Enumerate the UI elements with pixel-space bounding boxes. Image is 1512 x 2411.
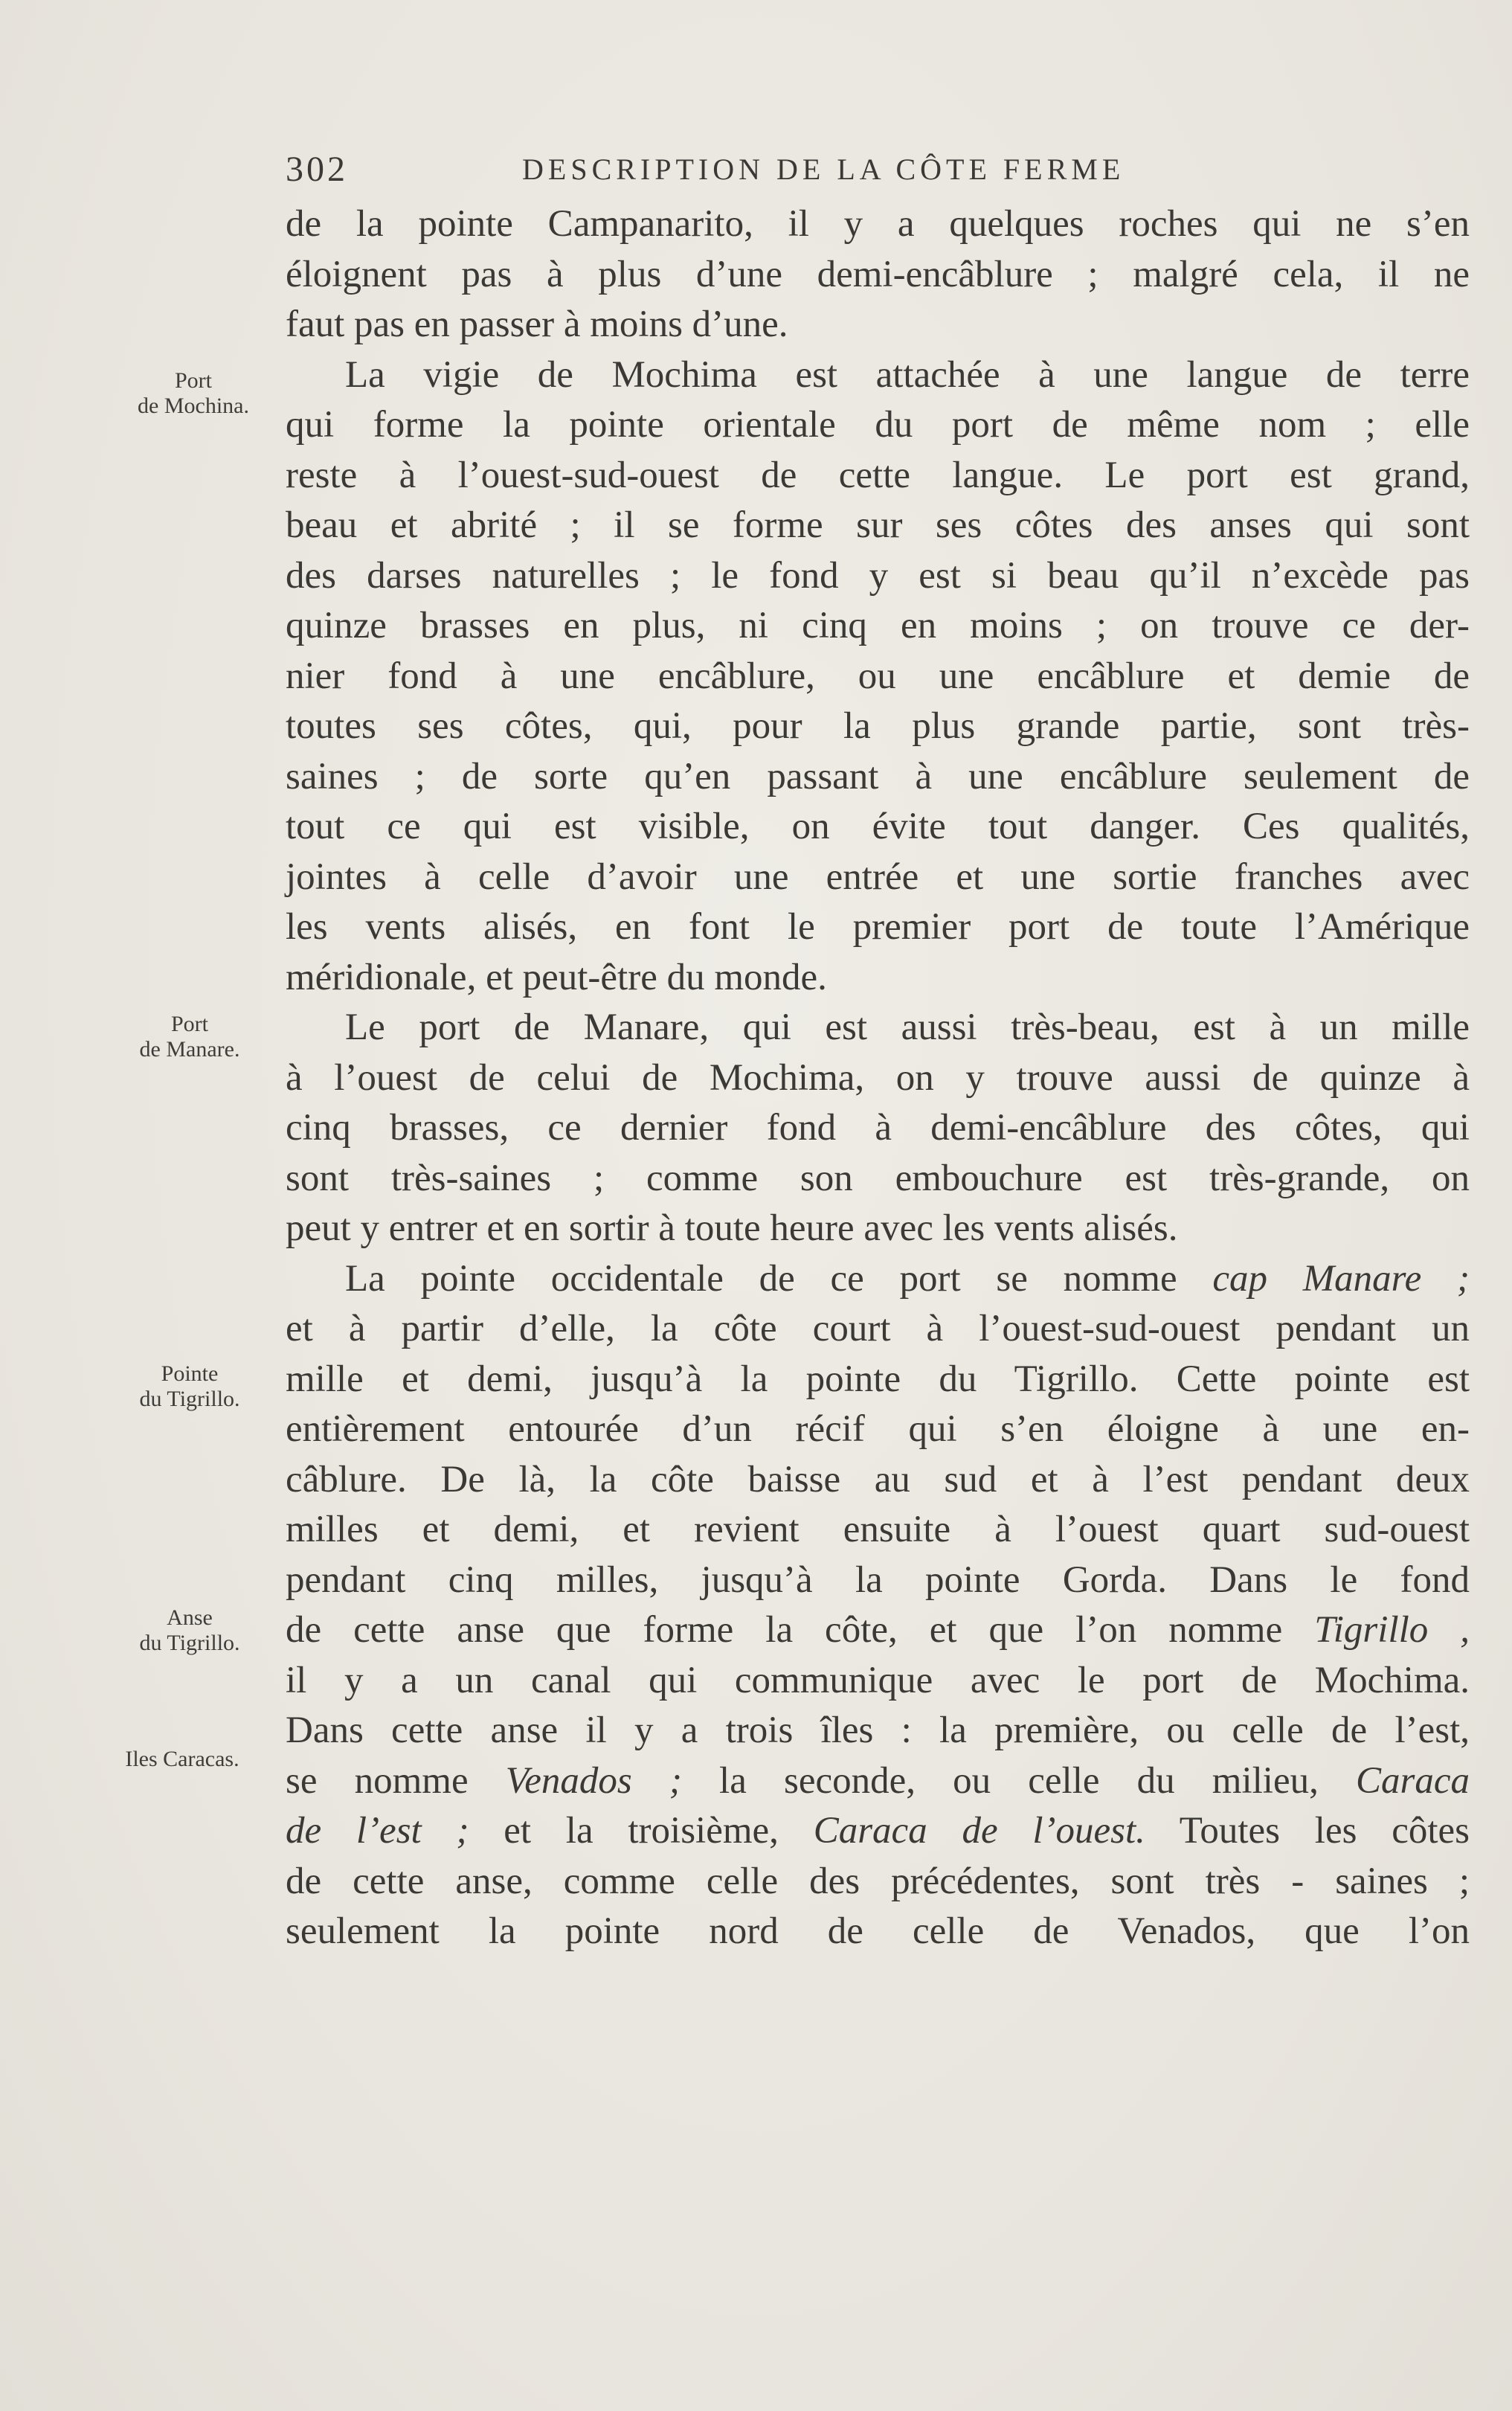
text-line: beau et abrité ; il se forme sur ses côtes des anses qui sont: [286, 504, 1470, 546]
text-line: entièrement entourée d’un récif qui s’en éloigne à une en-: [286, 1408, 1470, 1450]
margin-note-port-manare: Port de Manare.: [139, 1012, 240, 1062]
text-line: des darses naturelles ; le fond y est si beau qu’il n’excède pas: [286, 554, 1470, 597]
margin-note-port-mochina: Port de Mochina.: [138, 368, 249, 418]
text-line: qui forme la pointe orientale du port de même nom ; elle: [286, 404, 1470, 446]
text-line: tout ce qui est visible, on évite tout danger. Ces qualités,: [286, 806, 1470, 847]
text-line: et à partir d’elle, la côte court à l’ouest-sud-ouest pendant un: [286, 1308, 1470, 1349]
margin-note-iles-caracas: Iles Caracas.: [125, 1747, 239, 1771]
page-number: 302: [286, 150, 348, 189]
text-line: de la pointe Campanarito, il y a quelques roches qui ne s’en: [286, 203, 1470, 245]
text-line: Dans cette anse il y a trois îles : la première, ou celle de l’est,: [286, 1709, 1470, 1751]
margin-note-pointe-tigrillo: Pointe du Tigrillo.: [139, 1361, 240, 1411]
text-line: éloignent pas à plus d’une demi-encâblure ; malgré cela, il ne: [286, 253, 1470, 295]
text-line: sont très-saines ; comme son embouchure est très-grande, on: [286, 1157, 1470, 1199]
text-line: milles et demi, et revient ensuite à l’ouest quart sud-ouest: [286, 1509, 1470, 1550]
text-line: peut y entrer et en sortir à toute heure avec les vents alisés.: [286, 1207, 1178, 1249]
text-line: cinq brasses, ce dernier fond à demi-encâblure des côtes, qui: [286, 1107, 1470, 1149]
text-line: de cette anse, comme celle des précédentes, sont très - saines ;: [286, 1860, 1470, 1902]
text-line: faut pas en passer à moins d’une.: [286, 304, 788, 345]
text-line: seulement la pointe nord de celle de Venados, que l’on: [286, 1910, 1470, 1952]
text-line: pendant cinq milles, jusqu’à la pointe Gorda. Dans le fond: [286, 1558, 1470, 1601]
body-text: [286, 199, 1470, 1957]
text-line: il y a un canal qui communique avec le port de Mochima.: [286, 1659, 1470, 1701]
text-line: nier fond à une encâblure, ou une encâblure et demie de: [286, 655, 1470, 697]
text-line: Le port de Manare, qui est aussi très-beau, est à un mille: [345, 1007, 1470, 1048]
text-line: quinze brasses en plus, ni cinq en moins ; on trouve ce der-: [286, 605, 1470, 646]
text-line: de cette anse que forme la côte, et que l’on nomme Tigrillo ,: [286, 1609, 1470, 1651]
text-line: se nomme Venados ; la seconde, ou celle du milieu, Caraca: [286, 1759, 1470, 1802]
page-header: [286, 149, 1468, 193]
text-line: toutes ses côtes, qui, pour la plus grande partie, sont très-: [286, 705, 1470, 747]
text-line: méridionale, et peut-être du monde.: [286, 956, 827, 998]
text-line: câblure. De là, la côte baisse au sud et à l’est pendant deux: [286, 1458, 1470, 1500]
text-line: à l’ouest de celui de Mochima, on y trouve aussi de quinze à: [286, 1056, 1470, 1099]
text-line: de l’est ; et la troisième, Caraca de l’ouest. Toutes les côtes: [286, 1810, 1470, 1852]
text-line: mille et demi, jusqu’à la pointe du Tigrillo. Cette pointe est: [286, 1358, 1470, 1400]
margin-note-anse-tigrillo: Anse du Tigrillo.: [139, 1605, 240, 1655]
text-line: La pointe occidentale de ce port se nomme cap Manare ;: [345, 1257, 1470, 1300]
running-title: DESCRIPTION DE LA CÔTE FERME: [522, 153, 1125, 186]
text-line: jointes à celle d’avoir une entrée et une sortie franches avec: [286, 855, 1470, 898]
text-line: les vents alisés, en font le premier port de toute l’Amérique: [286, 906, 1470, 948]
text-line: saines ; de sorte qu’en passant à une encâblure seulement de: [286, 755, 1470, 797]
text-line: reste à l’ouest-sud-ouest de cette langue. Le port est grand,: [286, 454, 1470, 496]
text-line: La vigie de Mochima est attachée à une langue de terre: [345, 353, 1470, 396]
